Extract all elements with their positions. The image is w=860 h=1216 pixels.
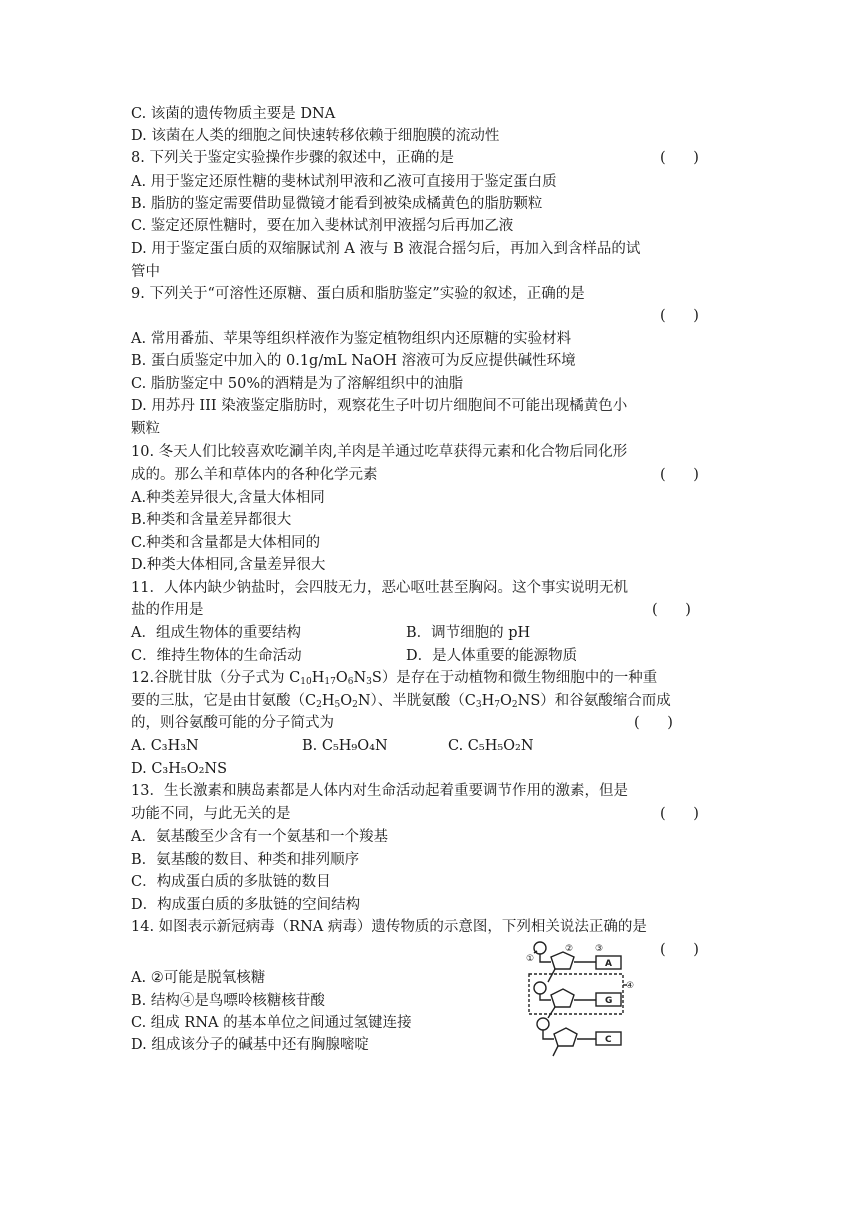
q12-stem: 12.谷胱甘肽（分子式为 $C_{10}H_{17}O_6N_3S$）是存在于动植物和微生物细胞中的一种重 [131, 670, 658, 687]
q14-answer-paren: ( ) [660, 942, 699, 958]
q9-option-b: B. 蛋白质鉴定中加入的 0.1g/mL NaOH 溶液可为反应提供碱性环境 [131, 353, 576, 369]
q8-option-c: C. 鉴定还原性糖时，要在加入斐林试剂甲液摇匀后再加乙液 [131, 218, 514, 234]
q7-option-d: D. 该菌在人类的细胞之间快速转移依赖于细胞膜的流动性 [131, 128, 500, 144]
q12-stem-line2: 要的三肽，它是由甘氨酸$(C_2H_5O_2N)$、半胱氨酸$(C_3H_7O_2NS)$和谷氨酸缩合而成 [131, 693, 671, 710]
q11-option-d: D．是人体重要的能源物质 [406, 648, 578, 664]
q12-stem-line3: 的，则谷氨酸可能的分子简式为 [131, 715, 334, 731]
q14-option-d: D. 组成该分子的碱基中还有胸腺嘧啶 [131, 1037, 369, 1053]
q12-option-b: B. C₅H₉O₄N [302, 738, 388, 754]
q11-option-a: A．组成生物体的重要结构 [131, 625, 301, 641]
q12-answer-paren: ( ) [634, 715, 673, 731]
label-3: ③ [595, 944, 604, 954]
q11-answer-paren: ( ) [652, 602, 691, 618]
q9-answer-paren: ( ) [660, 308, 699, 324]
base-label-g: G [605, 996, 613, 1006]
q8-option-a: A. 用于鉴定还原性糖的斐林试剂甲液和乙液可直接用于鉴定蛋白质 [131, 174, 557, 190]
q14-option-a: A. ②可能是脱氧核糖 [131, 970, 266, 986]
base-label-a: A [605, 959, 612, 969]
q12-option-c: C. C₅H₅O₂N [448, 738, 534, 754]
label-2: ② [565, 944, 574, 954]
nucleotide-dashed-box [529, 974, 623, 1014]
q11-option-c: C．维持生物体的生命活动 [131, 648, 302, 664]
q11-stem-cont: 盐的作用是 [131, 602, 204, 618]
q10-option-a: A.种类差异很大,含量大体相同 [131, 490, 325, 506]
pentose-2 [551, 989, 574, 1007]
q14-option-c: C. 组成 RNA 的基本单位之间通过氢键连接 [131, 1015, 412, 1031]
q8-stem: 8. 下列关于鉴定实验操作步骤的叙述中，正确的是 [131, 150, 454, 166]
q9-option-d: D. 用苏丹 III 染液鉴定脂肪时，观察花生子叶切片细胞间不可能出现橘黄色小 [131, 398, 628, 414]
q9-stem: 9. 下列关于“可溶性还原糖、蛋白质和脂肪鉴定”实验的叙述，正确的是 [131, 286, 585, 302]
q13-stem: 13．生长激素和胰岛素都是人体内对生命活动起着重要调节作用的激素，但是 [131, 783, 628, 799]
phosphate-circle-3 [537, 1018, 549, 1030]
q11-option-b: B．调节细胞的 pH [406, 625, 531, 641]
q13-option-c: C．构成蛋白质的多肽链的数目 [131, 874, 331, 890]
q9-option-a: A. 常用番茄、苹果等组织样液作为鉴定植物组织内还原糖的实验材料 [131, 331, 572, 347]
q13-option-a: A．氨基酸至少含有一个氨基和一个羧基 [131, 829, 388, 845]
q14-stem: 14. 如图表示新冠病毒（RNA 病毒）遗传物质的示意图，下列相关说法正确的是 [131, 919, 647, 935]
q8-answer-paren: ( ) [660, 150, 699, 166]
q12-option-a: A. C₃H₃N [131, 738, 199, 754]
base-label-c: C [605, 1035, 612, 1045]
rna-structure-diagram [523, 938, 643, 1062]
q14-option-b: B. 结构④是鸟嘌呤核糖核苷酸 [131, 993, 325, 1009]
q9-option-c: C. 脂肪鉴定中 50%的酒精是为了溶解组织中的油脂 [131, 376, 464, 392]
pentose-1 [551, 952, 574, 969]
label-4: ④ [626, 981, 635, 991]
q7-option-c: C. 该菌的遗传物质主要是 DNA [131, 106, 336, 122]
q9-option-d-cont: 颗粒 [131, 421, 160, 437]
q13-option-b: B．氨基酸的数目、种类和排列顺序 [131, 852, 360, 868]
q10-stem-cont: 成的。那么羊和草体内的各种化学元素 [131, 467, 378, 483]
q13-option-d: D．构成蛋白质的多肽链的空间结构 [131, 897, 361, 913]
q13-stem-cont: 功能不同，与此无关的是 [131, 806, 291, 822]
q8-option-d-cont: 管中 [131, 264, 160, 280]
q10-stem: 10. 冬天人们比较喜欢吃涮羊肉,羊肉是羊通过吃草获得元素和化合物后同化形 [131, 444, 628, 460]
q10-option-d: D.种类大体相同,含量差异很大 [131, 557, 326, 573]
q8-option-b: B. 脂肪的鉴定需要借助显微镜才能看到被染成橘黄色的脂肪颗粒 [131, 196, 543, 212]
q13-answer-paren: ( ) [660, 806, 699, 822]
pentose-3 [554, 1028, 577, 1046]
phosphate-circle-2 [534, 982, 546, 994]
q10-answer-paren: ( ) [660, 467, 699, 483]
q12-option-d: D. C₃H₅O₂NS [131, 761, 228, 777]
label-1: ① [526, 954, 535, 964]
q11-stem: 11．人体内缺少钠盐时，会四肢无力，恶心呕吐甚至胸闷。这个事实说明无机 [131, 580, 628, 596]
q8-option-d: D. 用于鉴定蛋白质的双缩脲试剂 A 液与 B 液混合摇匀后，再加入到含样品的试 [131, 241, 641, 257]
q10-option-b: B.种类和含量差异都很大 [131, 512, 292, 528]
q10-option-c: C.种类和含量都是大体相同的 [131, 535, 321, 551]
